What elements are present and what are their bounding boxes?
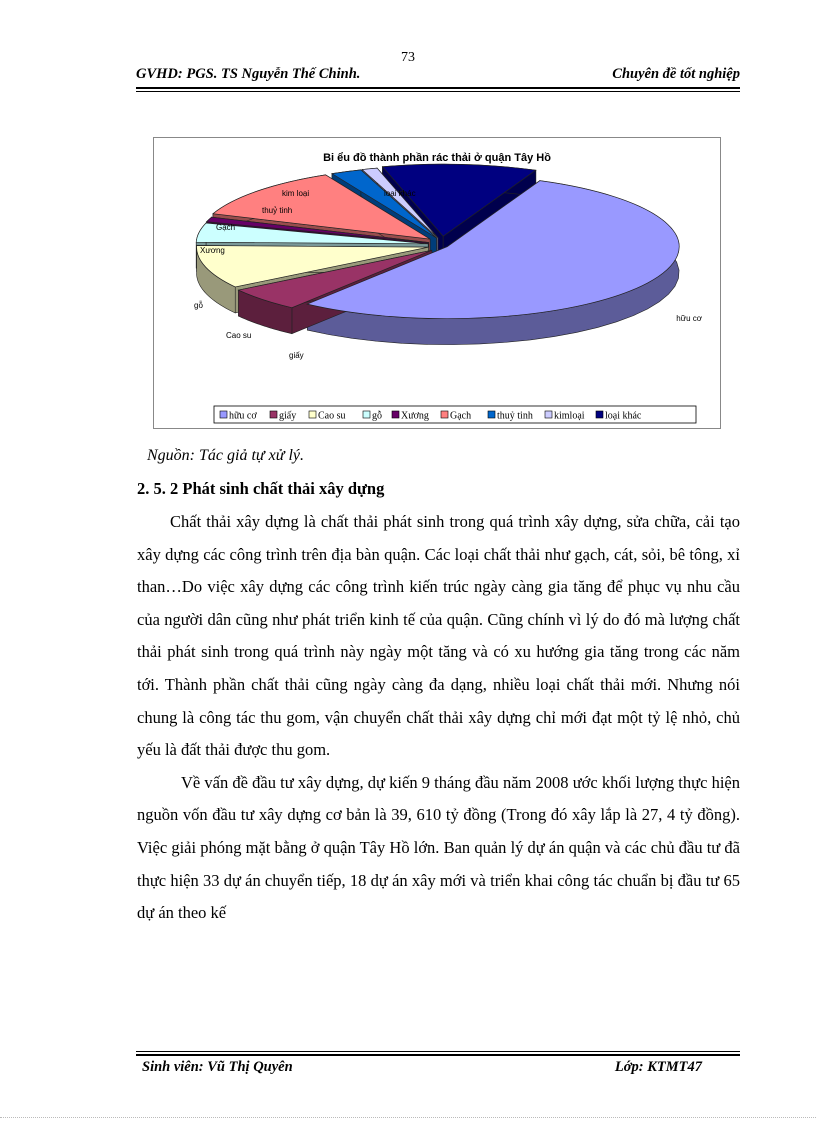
legend-label: loại khác	[605, 410, 642, 422]
body-text	[137, 506, 740, 930]
legend-label: Gạch	[450, 410, 472, 422]
legend-label: kimloại	[554, 410, 585, 422]
pie-slice-label: Cao su	[226, 331, 252, 340]
legend-label: giấy	[279, 410, 297, 422]
chart-title: Bi ểu đồ thành phần rác thải ở quận Tây Hồ	[323, 152, 551, 164]
legend-swatch	[596, 411, 603, 418]
footer-rule-thick	[136, 1054, 740, 1056]
pie-slice-label: giấy	[289, 351, 304, 360]
footer-rule-thin	[136, 1051, 740, 1052]
header-rule-thick	[136, 87, 740, 89]
footer-student: Sinh viên: Vũ Thị Quyên	[142, 1059, 293, 1075]
pie-slice-label: Xương	[200, 246, 225, 255]
legend-label: thuỷ tinh	[497, 410, 533, 422]
legend-label: Xương	[401, 410, 429, 422]
page-number: 73	[401, 50, 415, 65]
legend-swatch	[545, 411, 552, 418]
pie-slice-label: loại khác	[384, 189, 416, 198]
legend-swatch	[363, 411, 370, 418]
legend-swatch	[392, 411, 399, 418]
header-supervisor: GVHD: PGS. TS Nguyễn Thế Chinh.	[136, 66, 361, 82]
legend-swatch	[488, 411, 495, 418]
chart-legend	[214, 406, 696, 423]
legend-swatch	[441, 411, 448, 418]
pie-chart	[153, 137, 721, 429]
legend-label: hữu cơ	[229, 410, 257, 422]
footer-class: Lớp: KTMT47	[614, 1059, 702, 1075]
page-header	[136, 66, 740, 86]
pie-chart-svg	[154, 138, 720, 428]
pie-slice-label: kim loại	[282, 189, 310, 198]
pie-slice-label: hữu cơ	[676, 314, 702, 323]
legend-swatch	[309, 411, 316, 418]
figure-source: Nguồn: Tác giả tự xử lý.	[147, 447, 304, 464]
pie-slice-label: thuỷ tinh	[262, 206, 293, 215]
legend-label: Cao su	[318, 410, 346, 422]
legend-swatch	[270, 411, 277, 418]
paragraph: Về vấn đề đầu tư xây dựng, dự kiến 9 tháng đầu năm 2008 ước khối lượng thực hiện nguồn vốn đầu tư xây dựng cơ bản là 39, 610 tỷ đồng (Trong đó xây lắp là 27, 4 tỷ đồng). Việc giải phóng mặt bằng ở quận Tây Hồ lớn. Ban quản lý dự án quận và các chủ đầu tư đã thực hiện 33 dự án chuyển tiếp, 18 dự án xây mới và triển khai công tác chuẩn bị đầu tư 65 dự án theo kế	[137, 772, 740, 923]
pie-slice-label: Gạch	[216, 223, 236, 232]
header-document-type: Chuyên đề tốt nghiệp	[612, 66, 740, 82]
section-heading: 2. 5. 2 Phát sinh chất thải xây dựng	[137, 479, 385, 498]
legend-label: gỗ	[372, 410, 382, 422]
page-bottom-dotted-line	[0, 1117, 816, 1118]
pie-slice-label: gỗ	[194, 301, 203, 310]
header-rule-thin	[136, 91, 740, 92]
paragraph: Chất thải xây dựng là chất thải phát sinh trong quá trình xây dựng, sửa chữa, cải tạo xây dựng các công trình trên địa bàn quận. Các loại chất thải như gạch, cát, sỏi, bê tông, xỉ than…Do việc xây dựng các công trình kiến trúc ngày càng gia tăng để phục vụ nhu cầu của người dân cũng như phát triển kinh tế của quận. Cũng chính vì lý do đó mà lượng chất thải phát sinh trong quá trình này ngày một tăng và có xu hướng gia tăng trong các năm tới. Thành phần chất thải cũng ngày càng đa dạng, nhiều loại chất thải mới. Nhưng nói chung là công tác thu gom, vận chuyển chất thải xây dựng chỉ mới đạt một tỷ lệ nhỏ, chủ yếu là đất thải được thu gom.	[137, 512, 740, 760]
legend-swatch	[220, 411, 227, 418]
